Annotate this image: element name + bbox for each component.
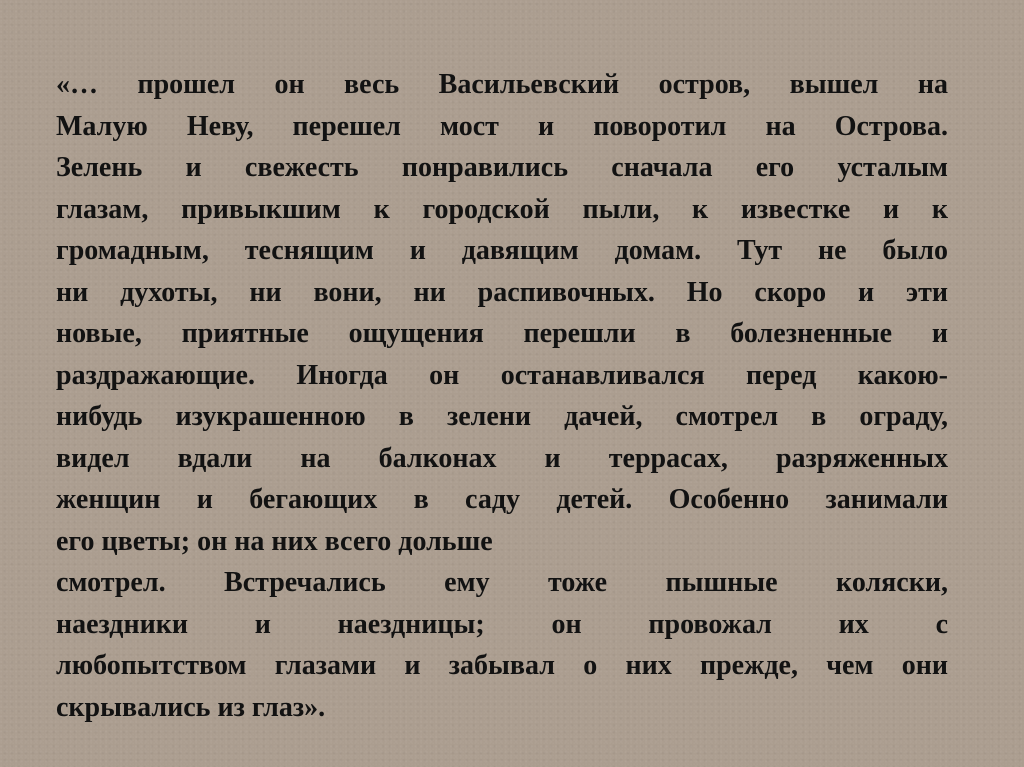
text-line: его цветы; он на них всего дольше bbox=[56, 525, 493, 557]
text-line: смотрел. Встречались ему тоже пышные коляски, bbox=[56, 567, 948, 598]
text-line: нибудь изукрашенною в зелени дачей, смотрел в ограду, bbox=[56, 401, 948, 432]
text-line: «… прошел он весь Васильевский остров, вышел на bbox=[56, 69, 948, 100]
text-line: любопытством глазами и забывал о них прежде, чем они bbox=[56, 650, 948, 681]
text-line: наездники и наездницы; он провожал их с bbox=[56, 608, 948, 640]
text-line: громадным, теснящим и давящим домам. Тут не было bbox=[56, 235, 948, 266]
text-line: новые, приятные ощущения перешли в болезненные и bbox=[56, 318, 948, 349]
text-line: Зелень и свежесть понравились сначала его усталым bbox=[56, 152, 948, 183]
quote-text-block bbox=[56, 64, 948, 728]
text-line: раздражающие. Иногда он останавливался перед какою- bbox=[56, 359, 948, 391]
text-line: глазам, привыкшим к городской пыли, к известке и к bbox=[56, 193, 948, 225]
text-line: скрывались из глаз». bbox=[56, 691, 326, 723]
text-line: Малую Неву, перешел мост и поворотил на Острова. bbox=[56, 110, 948, 142]
text-line: ни духоты, ни вони, ни распивочных. Но скоро и эти bbox=[56, 276, 948, 308]
text-line: женщин и бегающих в саду детей. Особенно занимали bbox=[56, 484, 948, 515]
text-line: видел вдали на балконах и террасах, разряженных bbox=[56, 442, 948, 474]
